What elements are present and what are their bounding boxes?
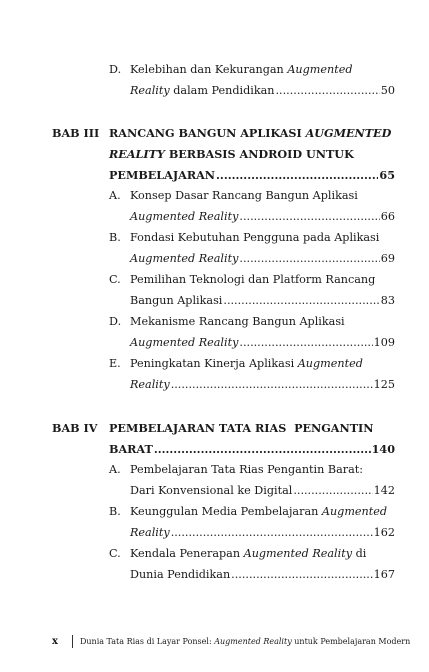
- toc-text-italic: Augmented: [287, 63, 353, 76]
- toc-letter: C.: [109, 273, 121, 286]
- dot-leader: [223, 294, 379, 308]
- dot-leader: [239, 210, 379, 224]
- toc-letter: D.: [109, 315, 122, 328]
- page-number: 69: [380, 252, 395, 265]
- toc-text-italic: Augmented Reality: [130, 336, 239, 349]
- page-footer: [52, 635, 410, 648]
- page-number: 142: [373, 484, 395, 497]
- footer-book-title: Dunia Tata Rias di Layar Ponsel: Augmented Reality untuk Pembelajaran Modern: [79, 636, 411, 646]
- dot-leader: [239, 252, 379, 266]
- toc-entry-row[interactable]: [130, 210, 395, 224]
- chapter-label: BAB III: [52, 126, 100, 140]
- toc-letter: E.: [109, 357, 121, 370]
- toc-letter: C.: [109, 547, 121, 560]
- toc-text: Dari Konvensional ke Digital: [130, 484, 293, 497]
- toc-letter: A.: [109, 189, 121, 202]
- toc-text: Dunia Pendidikan: [130, 568, 231, 581]
- toc-entry-line: Fondasi Kebutuhan Pengguna pada Aplikasi: [130, 231, 380, 244]
- chapter-title: RANCANG BANGUN APLIKASI AUGMENTED: [109, 126, 392, 140]
- chapter-title: PEMBELAJARAN TATA RIAS PENGANTIN: [109, 421, 374, 435]
- toc-letter: D.: [109, 63, 122, 76]
- page-number: 65: [379, 168, 395, 182]
- toc-text-italic: Augmented Reality: [130, 210, 239, 223]
- toc-text-italic: Augmented Reality: [130, 252, 239, 265]
- toc-entry-row[interactable]: [130, 378, 395, 392]
- chapter-title: PEMBELAJARAN: [109, 168, 216, 182]
- toc-entry-row[interactable]: [130, 252, 395, 266]
- page-number: 109: [373, 336, 395, 349]
- dot-leader: [239, 336, 372, 350]
- toc-entry-row[interactable]: [130, 294, 395, 308]
- chapter-row[interactable]: [109, 442, 395, 456]
- footer-page-number: x: [52, 635, 58, 647]
- toc-letter: A.: [109, 463, 121, 476]
- dot-leader: [231, 568, 372, 582]
- toc-entry-line: [130, 63, 353, 77]
- toc-entry-row[interactable]: [130, 84, 395, 98]
- toc-text: Kelebihan dan Kekurangan: [130, 63, 288, 76]
- toc-letter: B.: [109, 505, 121, 518]
- toc-entry-row[interactable]: [130, 336, 395, 350]
- toc-entry-line: Pembelajaran Tata Rias Pengantin Barat:: [130, 463, 364, 476]
- toc-entry-row[interactable]: [130, 526, 395, 540]
- toc-letter: B.: [109, 231, 121, 244]
- chapter-row[interactable]: [109, 168, 395, 182]
- toc-entry-line: Kendala Penerapan Augmented Reality di: [130, 547, 367, 560]
- chapter-title: REALITY BERBASIS ANDROID UNTUK: [109, 147, 354, 161]
- page-number: 162: [373, 526, 395, 539]
- toc-entry-row[interactable]: [130, 484, 395, 498]
- dot-leader: [275, 84, 379, 98]
- page-number: 83: [380, 294, 395, 307]
- dot-leader: [293, 484, 372, 498]
- toc-text: Bangun Aplikasi: [130, 294, 223, 307]
- toc-entry-line: Keunggulan Media Pembelajaran Augmented: [130, 505, 388, 518]
- dot-leader: [171, 526, 373, 540]
- toc-entry-row[interactable]: [130, 568, 395, 582]
- page-number: 125: [373, 378, 395, 391]
- page-number: 66: [380, 210, 395, 223]
- toc-entry-line: Konsep Dasar Rancang Bangun Aplikasi: [130, 189, 358, 202]
- page-number: 140: [371, 442, 395, 456]
- toc-text: Reality dalam Pendidikan: [130, 84, 275, 97]
- footer-divider: [72, 635, 73, 648]
- toc-text-italic: Reality: [130, 378, 170, 391]
- dot-leader: [154, 442, 371, 456]
- toc-entry-line: Mekanisme Rancang Bangun Aplikasi: [130, 315, 345, 328]
- dot-leader: [216, 168, 378, 182]
- page-number: 167: [373, 568, 395, 581]
- toc-text-italic: Reality: [130, 526, 170, 539]
- dot-leader: [171, 378, 373, 392]
- page-number: 50: [380, 84, 395, 97]
- chapter-title: BARAT: [109, 442, 153, 456]
- toc-entry-line: Peningkatan Kinerja Aplikasi Augmented: [130, 357, 363, 370]
- toc-entry-line: Pemilihan Teknologi dan Platform Rancang: [130, 273, 376, 286]
- chapter-label: BAB IV: [52, 421, 98, 435]
